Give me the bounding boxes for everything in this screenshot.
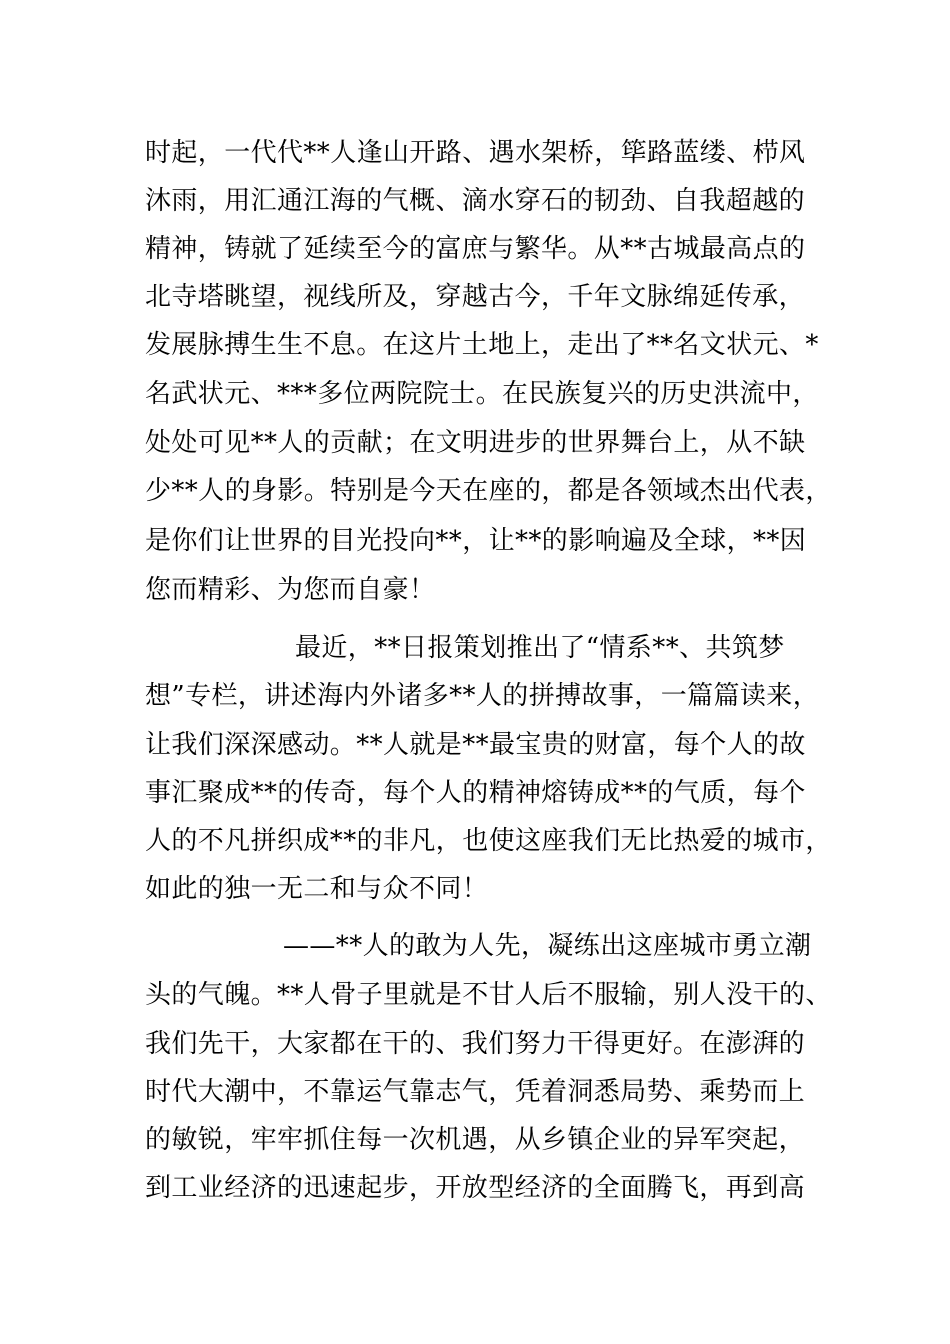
text-line-19: 我们先干，大家都在干的、我们努力干得更好。在澎湃的: [145, 1029, 806, 1059]
text-line-14: 事汇聚成**的传奇，每个人的精神熔铸成**的气质，每个: [145, 778, 806, 808]
text-line-21: 的敏锐，牢牢抓住每一次机遇，从乡镇企业的异军突起，: [145, 1125, 806, 1155]
text-line-9: 是你们让世界的目光投向**，让**的影响遍及全球，**因: [145, 526, 807, 556]
text-line-4: 北寺塔眺望，视线所及，穿越古今，千年文脉绵延传承，: [145, 282, 806, 312]
text-line-3: 精神，铸就了延续至今的富庶与繁华。从**古城最高点的: [145, 234, 806, 264]
text-line-6: 名武状元、***多位两院院士。在民族复兴的历史洪流中，: [145, 379, 819, 409]
text-line-7: 处处可见**人的贡献；在文明进步的世界舞台上，从不缺: [145, 428, 806, 458]
text-line-12: 想”专栏，讲述海内外诸多**人的拼搏故事，一篇篇读来，: [145, 681, 820, 711]
text-line-18: 头的气魄。**人骨子里就是不甘人后不服输，别人没干的、: [145, 980, 832, 1010]
text-line-15: 人的不凡拼织成**的非凡，也使这座我们无比热爱的城市，: [145, 826, 832, 856]
text-line-10: 您而精彩、为您而自豪！: [145, 575, 436, 605]
text-line-20: 时代大潮中，不靠运气靠志气，凭着洞悉局势、乘势而上: [145, 1077, 806, 1107]
text-line-16: 如此的独一无二和与众不同！: [145, 874, 489, 904]
text-line-8: 少**人的身影。特别是今天在座的，都是各领域杰出代表，: [145, 476, 832, 506]
text-line-1: 时起，一代代**人逢山开路、遇水架桥，筚路蓝缕、栉风: [145, 138, 806, 168]
text-line-13: 让我们深深感动。**人就是**最宝贵的财富，每个人的故: [145, 730, 806, 760]
text-line-22: 到工业经济的迅速起步，开放型经济的全面腾飞，再到高: [145, 1173, 806, 1203]
text-line-2: 沐雨，用汇通江海的气概、滴水穿石的韧劲、自我超越的: [145, 186, 806, 216]
text-line-11: 最近，**日报策划推出了“情系**、共筑梦: [295, 633, 785, 663]
text-line-17: ——**人的敢为人先，凝练出这座城市勇立潮: [283, 931, 812, 961]
text-line-5: 发展脉搏生生不息。在这片土地上，走出了**名文状元、*: [145, 330, 819, 360]
